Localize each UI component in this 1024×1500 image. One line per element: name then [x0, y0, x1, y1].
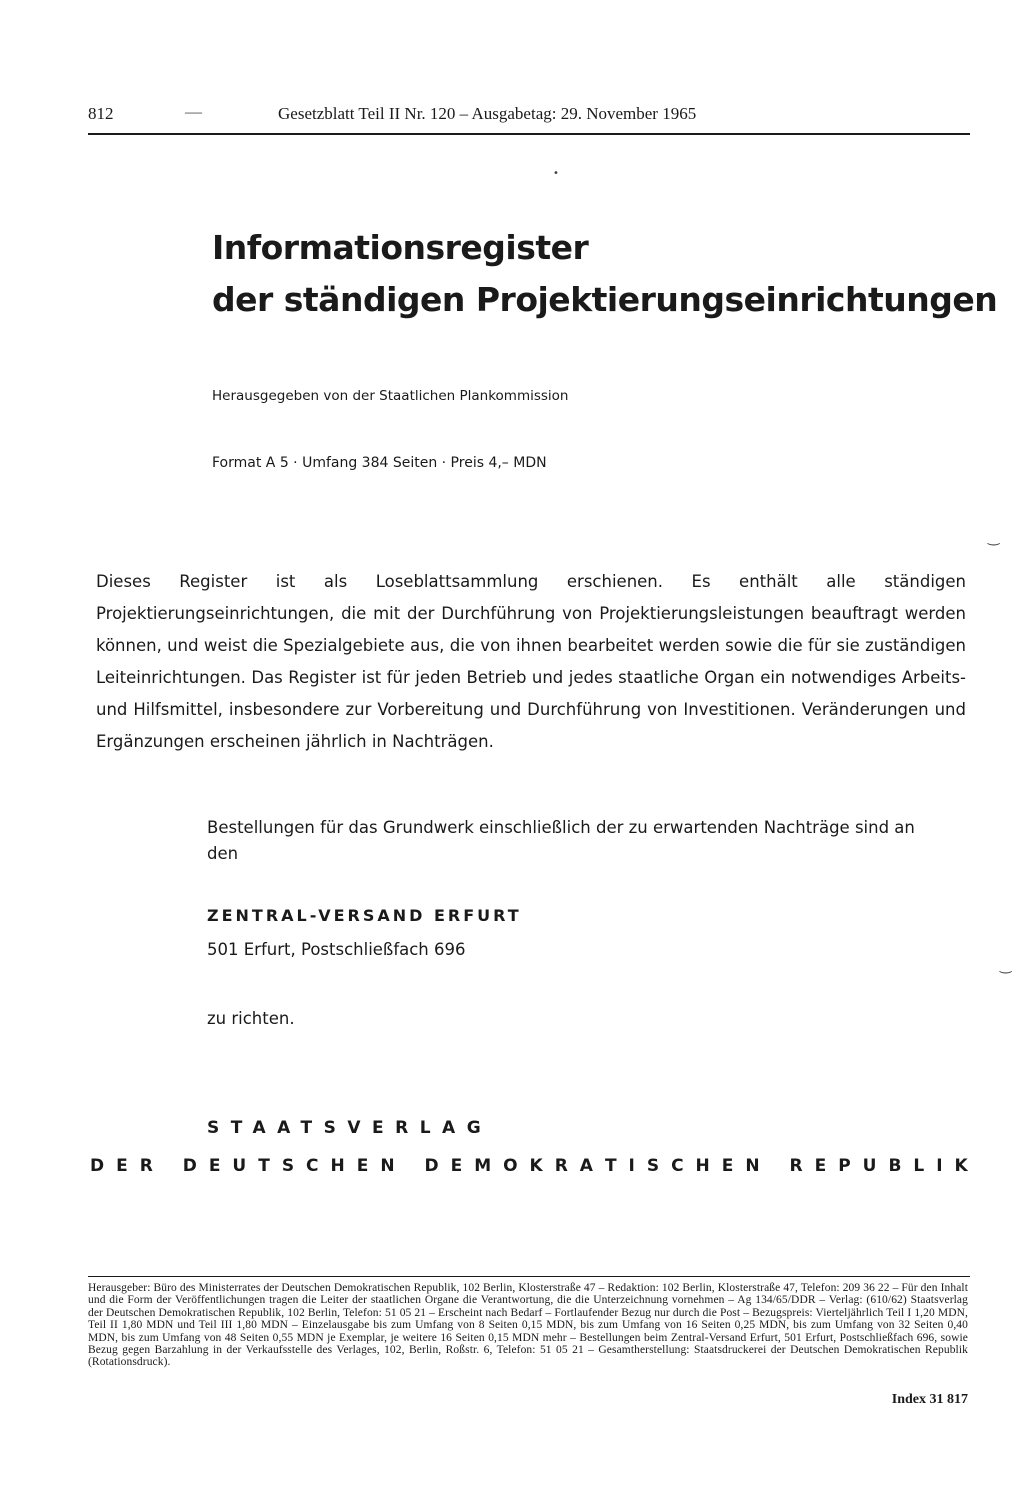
imprint-letter: N	[745, 1156, 760, 1176]
company-address: 501 Erfurt, Postschließfach 696	[207, 940, 466, 959]
imprint-letter: E	[116, 1156, 128, 1176]
imprint-letter: D	[90, 1156, 105, 1176]
imprint-letter	[772, 1156, 778, 1176]
imprint-letter: K	[954, 1156, 968, 1176]
imprint-letter: S	[646, 1156, 660, 1176]
imprint-letter: D	[182, 1156, 197, 1176]
imprint-publisher: STAATSVERLAG	[207, 1118, 493, 1138]
header-rule	[88, 133, 970, 135]
imprint-letter: H	[695, 1156, 710, 1176]
imprint-letter: T	[604, 1156, 617, 1176]
body-paragraph: Dieses Register ist als Loseblattsammlung erschienen. Es enthält alle ständigen Projektierungseinrichtungen, die mit der Durchführung von Projektierungsleistungen beauftragt werden können, und weist die Spezialgebiete aus, die von ihnen bearbeitet werden sowie die für sie zuständigen Leiteinrichtungen. Das Register ist für jeden Betrieb und jedes staatliche Organ ein notwendiges Arbeits- und Hilfsmittel, insbesondere zur Vorbereitung und Durchführung von Investitionen. Veränderungen und Ergänzungen erscheinen jährlich in Nachträgen.	[96, 572, 966, 751]
margin-mark: ‿	[988, 530, 1000, 546]
imprint-letter: E	[721, 1156, 734, 1176]
header-dash: —	[185, 102, 202, 121]
footer-index: Index 31 817	[891, 1392, 968, 1407]
imprint-letter: O	[503, 1156, 518, 1176]
imprint-letter: A	[579, 1156, 593, 1176]
header-title: Gesetzblatt Teil II Nr. 120 – Ausgabetag: 29. November 1965	[278, 104, 697, 123]
company-name: ZENTRAL-VERSAND ERFURT	[207, 906, 522, 925]
imprint-letter: C	[306, 1156, 319, 1176]
imprint-country	[90, 1156, 968, 1176]
imprint-letter: U	[232, 1156, 247, 1176]
closing-text: zu richten.	[207, 1009, 295, 1028]
footer-imprint: Herausgeber: Büro des Ministerrates der Deutschen Demokratischen Republik, 102 Berlin, Klosterstraße 47 – Redaktion: 102 Berlin, Klosterstraße 47, Telefon: 209 36 22 – Für den Inhalt und die Form der Veröffentlichungen tragen die Leiter der staatlichen Organe die Verantwortung, die die Unterzeichnung vornehmen – Ag 134/65/DDR – Verlag: (610/62) Staatsverlag der Deutschen Demokratischen Republik, 102 Berlin, Telefon: 51 05 21 – Erscheint nach Bedarf – Fortlaufender Bezug nur durch die Post – Bezugspreis: Vierteljährlich Teil I 1,20 MDN, Teil II 1,80 MDN und Teil III 1,80 MDN – Einzelausgabe bis zum Umfang von 8 Seiten 0,15 MDN, bis zum Umfang von 16 Seiten 0,25 MDN, bis zum Umfang von 32 Seiten 0,40 MDN, bis zum Umfang von 48 Seiten 0,55 MDN je Exemplar, je weitere 16 Seiten 0,15 MDN mehr – Bestellungen beim Zentral-Versand Erfurt, 501 Erfurt, Postschließfach 696, sowie Bezug gegen Barzahlung in der Verkaufsstelle des Verlages, 102, Berlin, Roßstr. 6, Telefon: 51 05 21 – Gesamtherstellung: Staatsdruckerei der Deutschen Demokratischen Republik (Rotationsdruck).	[88, 1282, 968, 1369]
page-header	[88, 104, 970, 128]
imprint-letter: K	[529, 1156, 543, 1176]
title-line-1: Informationsregister	[212, 228, 589, 267]
imprint-letter: N	[380, 1156, 395, 1176]
publisher-line: Herausgegeben von der Staatlichen Plankommission	[212, 388, 569, 404]
imprint-letter: L	[913, 1156, 925, 1176]
imprint-letter: D	[424, 1156, 439, 1176]
imprint-letter: R	[789, 1156, 803, 1176]
page-number: 812	[88, 104, 114, 123]
imprint-letter: I	[628, 1156, 635, 1176]
imprint-letter: R	[554, 1156, 568, 1176]
document-title	[212, 222, 998, 326]
imprint-letter	[165, 1156, 171, 1176]
footer-rule	[88, 1276, 970, 1277]
imprint-letter: C	[671, 1156, 684, 1176]
imprint-letter: U	[862, 1156, 877, 1176]
imprint-letter: R	[139, 1156, 153, 1176]
imprint-letter: S	[281, 1156, 295, 1176]
title-line-2: der ständigen Projektierungseinrichtungen	[212, 280, 998, 319]
imprint-letter	[407, 1156, 413, 1176]
imprint-letter: B	[888, 1156, 902, 1176]
imprint-letter: E	[356, 1156, 369, 1176]
margin-mark: ‿	[1000, 958, 1012, 974]
imprint-letter: E	[208, 1156, 221, 1176]
print-speck: •	[553, 168, 559, 179]
imprint-letter: E	[814, 1156, 827, 1176]
imprint-letter: T	[258, 1156, 270, 1176]
imprint-letter: H	[330, 1156, 345, 1176]
imprint-letter: E	[450, 1156, 463, 1176]
imprint-letter: P	[838, 1156, 851, 1176]
order-instructions: Bestellungen für das Grundwerk einschließlich der zu erwartenden Nachträge sind an den	[207, 818, 915, 863]
imprint-letter: M	[474, 1156, 492, 1176]
imprint-letter: I	[936, 1156, 943, 1176]
format-line: Format A 5 · Umfang 384 Seiten · Preis 4,– MDN	[212, 455, 547, 471]
